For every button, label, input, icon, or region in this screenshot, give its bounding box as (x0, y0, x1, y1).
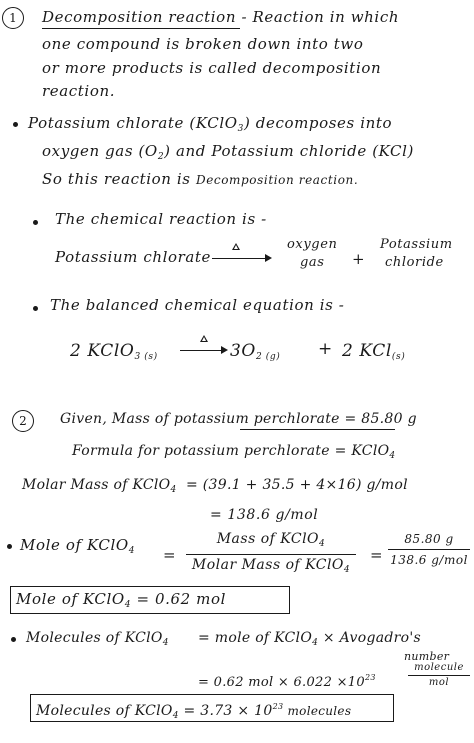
mole-formula-fraction (186, 530, 356, 579)
subscript: 3 (237, 124, 244, 134)
text: × Avogadro's (318, 630, 421, 646)
paragraph-1-line-3 (42, 170, 358, 189)
given-underline (240, 429, 395, 430)
paragraph-1-line-1 (28, 114, 392, 138)
mole-result-value: = 0.62 mol (131, 590, 227, 608)
molar-mass-result: = 138.6 g/mol (210, 507, 319, 523)
text: = 3.73 × 10 (178, 703, 273, 719)
given-line: Given, Mass of potassium perchlorate = 85.80 g (60, 411, 417, 427)
bullet (33, 306, 38, 311)
fraction-denominator: 138.6 g/mol (390, 553, 468, 567)
subscript: (s) (391, 352, 406, 362)
heat-triangle-icon (232, 243, 240, 250)
fraction-numerator: Mass of KClO$_4$ (216, 531, 326, 549)
definition-line-1 (42, 8, 399, 26)
word-equation-plus: + (352, 250, 366, 268)
subscript: 4 (172, 711, 179, 721)
bullet (11, 637, 16, 642)
text: 2 KClO (70, 341, 135, 361)
subscript: 4 (312, 638, 319, 648)
text: Mole of KClO (16, 590, 125, 608)
subscript: 4 (162, 638, 169, 648)
mole-value-fraction (388, 530, 470, 569)
text: 2 KCl (342, 341, 392, 361)
text: Mole of KClO (20, 536, 129, 554)
text: Molecules of KClO (36, 703, 173, 719)
superscript: 23 (364, 673, 376, 682)
mole-result (16, 590, 226, 614)
avogadro-number-word: number (404, 650, 450, 663)
fraction-denominator: Molar Mass of KClO$_4$ (191, 557, 351, 575)
definition-term: Decomposition reaction (42, 8, 237, 26)
definition-line-3: or more products is called decomposition (42, 59, 382, 77)
definition-line-2: one compound is broken down into two (42, 35, 364, 53)
text: oxygen gas (O (42, 142, 158, 160)
calculation-unit-fraction (408, 662, 470, 689)
conclusion-text: Decomposition reaction. (195, 173, 359, 187)
balanced-heading: The balanced chemical equation is - (50, 296, 345, 314)
word-equation-product-2-line-2: chloride (385, 255, 444, 270)
final-answer (36, 698, 351, 725)
molecules-calculation (198, 669, 376, 692)
question-1-number: 1 (2, 7, 24, 29)
subscript: 4 (389, 451, 396, 461)
balanced-equation-reactant (70, 342, 158, 366)
definition-line-4: reaction. (42, 82, 116, 100)
definition-text: - Reaction in which (236, 8, 400, 26)
mole-equals-2: = (370, 546, 384, 564)
text: 3O (230, 341, 256, 361)
text: Molecules of KClO (26, 630, 163, 646)
superscript: 23 (272, 702, 284, 711)
word-equation-product-2-line-1: Potassium (380, 237, 453, 252)
word-equation-product-1-line-1: oxygen (287, 237, 338, 252)
text: molecules (283, 704, 352, 718)
reaction-heading: The chemical reaction is - (55, 210, 267, 228)
reaction-arrow-icon (212, 251, 272, 265)
text: Formula for potassium perchlorate = KClO (72, 443, 390, 459)
bullet (7, 544, 12, 549)
fraction-numerator: molecule (414, 662, 464, 673)
subscript: 2 (157, 152, 165, 162)
paragraph-1-line-2 (42, 142, 414, 166)
word-equation-reactant: Potassium chlorate (55, 248, 212, 266)
definition-term-underline (42, 28, 240, 29)
bullet (33, 220, 38, 225)
subscript: 2 (g) (255, 352, 281, 362)
molecules-expression (198, 629, 421, 652)
text: Potassium chlorate (KClO (28, 114, 238, 132)
balanced-equation-plus: + (318, 339, 333, 359)
fraction-numerator: 85.80 g (404, 532, 454, 546)
text: ) decomposes into (243, 114, 393, 132)
balanced-equation-product-2 (342, 342, 405, 366)
bullet (13, 122, 18, 127)
subscript: 4 (128, 546, 136, 556)
text: Molar Mass of KClO (22, 477, 171, 493)
mole-equals-1: = (163, 546, 177, 564)
molar-mass-line (22, 476, 408, 499)
reaction-arrow-icon (180, 343, 228, 357)
subscript: 4 (170, 485, 177, 495)
text: ) and Potassium chloride (KCl) (164, 142, 414, 160)
text: = 0.62 mol × 6.022 ×10 (198, 675, 365, 690)
subscript: 3 (s) (134, 352, 158, 362)
text: = mole of KClO (198, 630, 313, 646)
mole-label (20, 536, 135, 560)
formula-line (72, 442, 395, 465)
fraction-denominator: mol (428, 677, 450, 688)
heat-triangle-icon (200, 335, 208, 342)
subscript: 4 (124, 600, 132, 610)
question-2-number: 2 (12, 410, 34, 432)
word-equation-product-1-line-2: gas (300, 255, 325, 270)
molar-mass-expression: = (39.1 + 35.5 + 4×16) g/mol (186, 477, 408, 493)
molecules-label (26, 629, 169, 652)
balanced-equation-product-1 (230, 342, 280, 366)
text: So this reaction is (42, 170, 196, 188)
